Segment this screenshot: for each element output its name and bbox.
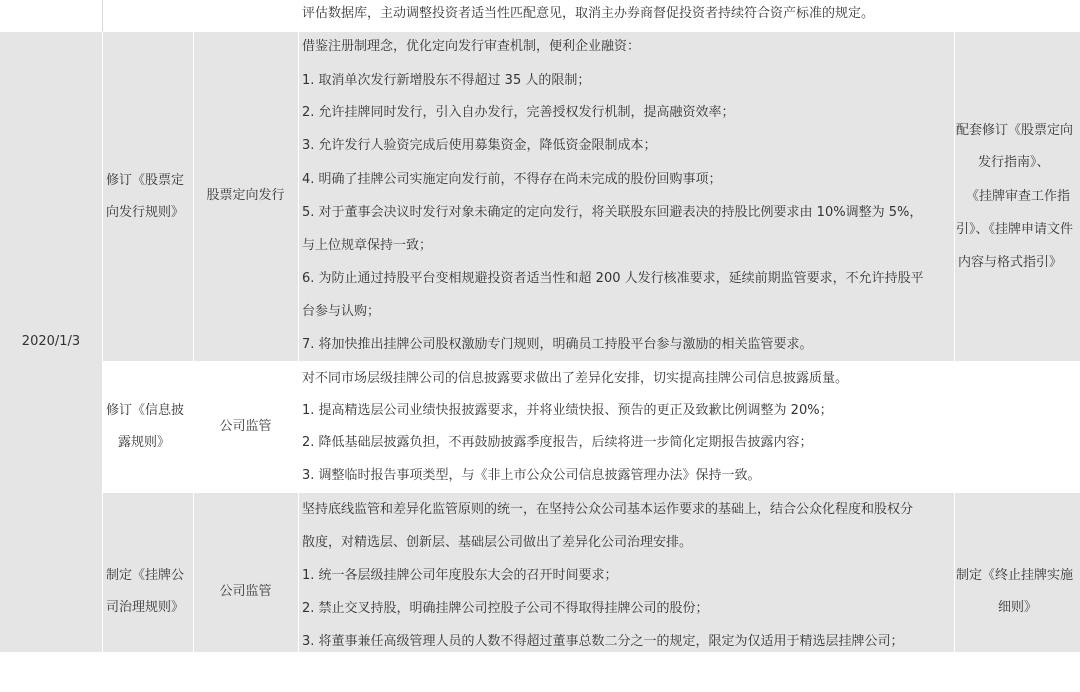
row-3-action-line-1: 制定《挂牌公 bbox=[106, 568, 185, 583]
row-3-action-cell bbox=[102, 492, 193, 652]
grid-line bbox=[193, 0, 194, 652]
top-row-action-cell bbox=[102, 0, 193, 31]
row-3-content-line: 2. 禁止交叉持股，明确挂牌公司控股子公司不得取得挂牌公司的股份； bbox=[302, 601, 709, 616]
row-2-content bbox=[302, 361, 954, 492]
row-1-content-line: 台参与认购； bbox=[302, 304, 381, 319]
date-text: 2020/1/3 bbox=[21, 333, 81, 349]
row-1-content-line: 借鉴注册制理念，优化定向发行审查机制，便利企业融资： bbox=[302, 39, 641, 54]
grid-line bbox=[102, 492, 1080, 493]
row-1-content-line: 1. 取消单次发行新增股东不得超过 35 人的限制； bbox=[302, 73, 591, 88]
row-3-content-line: 坚持底线监管和差异化监管原则的统一，在坚持公众公司基本运作要求的基础上，结合公众化程度和股权分 bbox=[302, 502, 914, 517]
row-1-content-line: 3. 允许发行人验资完成后使用募集资金，降低资金限制成本； bbox=[302, 138, 657, 153]
top-row-note-cell bbox=[954, 0, 1080, 31]
row-1-content-line: 4. 明确了挂牌公司实施定向发行前，不得存在尚未完成的股份回购事项； bbox=[302, 172, 722, 187]
row-1-category-cell bbox=[193, 31, 298, 361]
date-cell bbox=[0, 31, 102, 652]
row-1-note-line: 《挂牌审查工作指 bbox=[966, 189, 1071, 204]
row-2-content-line: 1. 提高精选层公司业绩快报披露要求，并将业绩快报、预告的更正及致歉比例调整为 20%； bbox=[302, 403, 833, 418]
row-2-content-line: 3. 调整临时报告事项类型，与《非上市公众公司信息披露管理办法》保持一致。 bbox=[302, 468, 761, 483]
row-3-note-cell bbox=[954, 492, 1080, 652]
row-2-category: 公司监管 bbox=[219, 418, 272, 434]
grid-line bbox=[102, 0, 103, 31]
top-row-category-cell bbox=[193, 0, 298, 31]
row-2-content-line: 2. 降低基础层披露负担，不再鼓励披露季度报告，后续将进一步简化定期报告披露内容； bbox=[302, 435, 813, 450]
row-1-content-line: 6. 为防止通过持股平台变相规避投资者适当性和超 200 人发行核准要求，延续前期监管要求，不允许持股平 bbox=[302, 271, 924, 286]
row-1-action-line-1: 修订《股票定 bbox=[106, 173, 185, 188]
grid-line bbox=[298, 0, 299, 652]
row-1-category: 股票定向发行 bbox=[206, 188, 285, 203]
row-1-action-line-2: 向发行规则》 bbox=[106, 205, 185, 220]
row-2-action-line-1: 修订《信息披 bbox=[106, 403, 185, 418]
grid-line bbox=[0, 31, 1080, 32]
row-3-note-line: 细则》 bbox=[998, 600, 1038, 615]
row-3-action-line-2: 司治理规则》 bbox=[106, 600, 185, 615]
row-2-content-line: 对不同市场层级挂牌公司的信息披露要求做出了差异化安排，切实提高挂牌公司信息披露质量。 bbox=[302, 371, 849, 386]
row-3-category-cell bbox=[193, 492, 298, 692]
row-3-content-line: 1. 统一各层级挂牌公司年度股东大会的召开时间要求； bbox=[302, 568, 618, 583]
row-1-note-line: 内容与格式指引》 bbox=[958, 255, 1063, 270]
row-3-content bbox=[302, 492, 954, 652]
top-row-content-cell bbox=[298, 0, 954, 31]
row-1-content-line: 7. 将加快推出挂牌公司股权激励专门规则，明确员工持股平台参与激励的相关监管要求。 bbox=[302, 337, 813, 352]
row-3-category: 公司监管 bbox=[219, 584, 272, 599]
grid-line bbox=[102, 31, 103, 652]
row-1-content-line: 2. 允许挂牌同时发行，引入自办发行，完善授权发行机制，提高融资效率； bbox=[302, 105, 735, 120]
grid-line bbox=[102, 361, 1080, 362]
row-1-content bbox=[302, 31, 954, 361]
top-row-date-cell bbox=[0, 0, 102, 31]
row-1-note-line: 引》、《挂牌申请文件 bbox=[956, 222, 1074, 237]
row-1-note-cell bbox=[954, 31, 1080, 361]
row-1-content-line: 与上位规章保持一致； bbox=[302, 238, 433, 253]
row-2-action-line-2: 露规则》 bbox=[118, 435, 171, 450]
row-3-note-line: 制定《终止挂牌实施 bbox=[956, 568, 1074, 583]
top-row-content-text: 评估数据库，主动调整投资者适当性匹配意见，取消主办券商督促投资者持续符合资产标准的规定。 bbox=[302, 6, 875, 21]
row-1-note-line: 配套修订《股票定向 bbox=[956, 123, 1074, 138]
row-1-content-line: 5. 对于董事会决议时发行对象未确定的定向发行，将关联股东回避表决的持股比例要求由 10%调整为 5%， bbox=[302, 205, 923, 220]
row-2-category-cell bbox=[193, 361, 298, 492]
grid-line bbox=[954, 0, 955, 652]
row-1-note-line: 发行指南》、 bbox=[978, 155, 1050, 170]
row-3-content-line: 散度，对精选层、创新层、基础层公司做出了差异化公司治理安排。 bbox=[302, 535, 693, 550]
row-1-action-cell bbox=[102, 31, 193, 361]
row-3-content-line: 3. 将董事兼任高级管理人员的人数不得超过董事总数二分之一的规定，限定为仅适用于精选层挂牌公司； bbox=[302, 634, 904, 649]
row-2-action-cell bbox=[102, 361, 193, 492]
